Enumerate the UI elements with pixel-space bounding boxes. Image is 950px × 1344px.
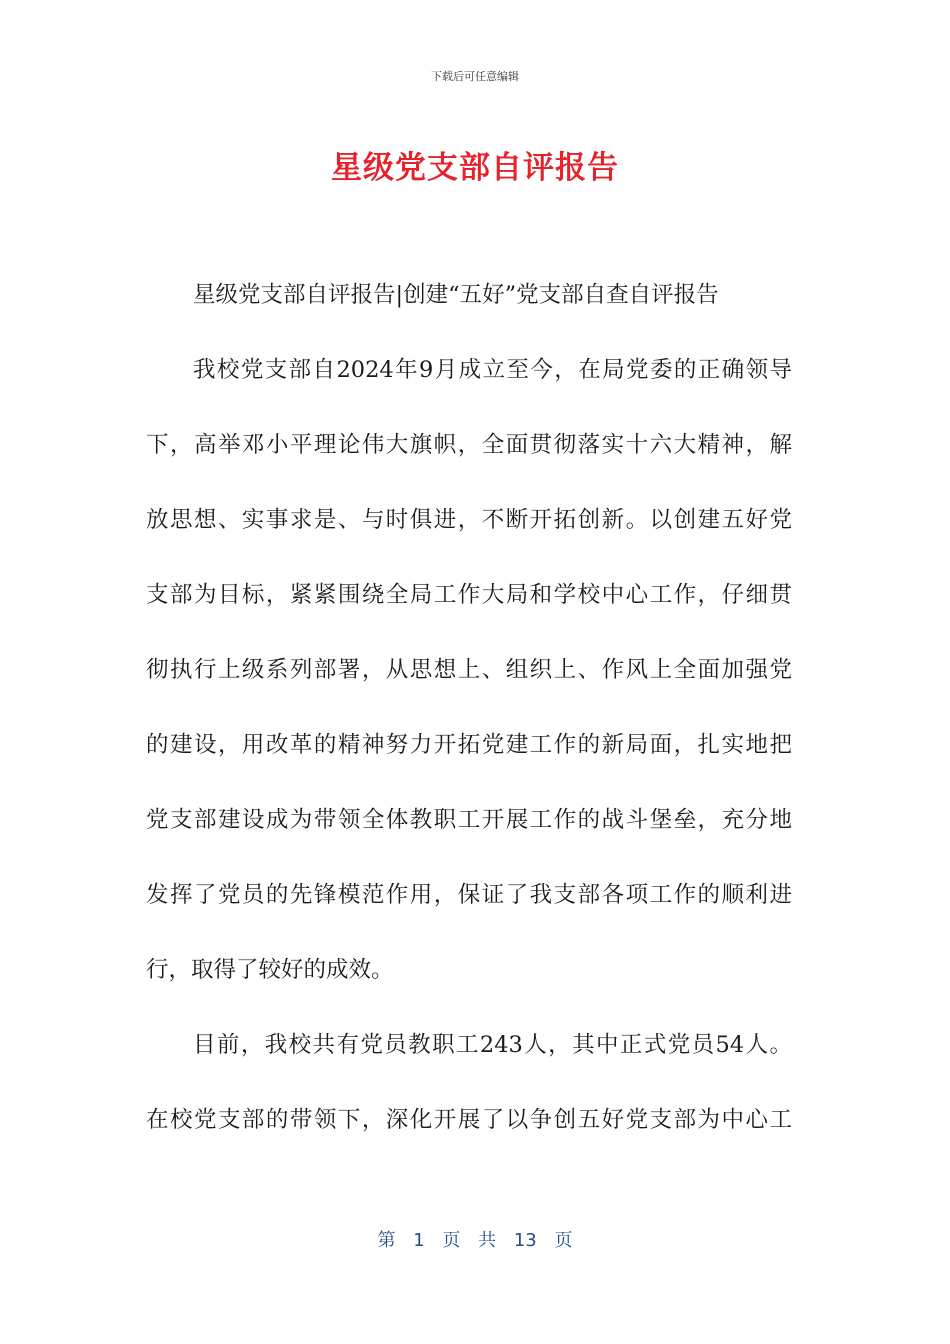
paragraph-line: 放思想、实事求是、与时俱进，不断开拓创新。以创建五好党 <box>146 507 792 533</box>
paragraph-line: 下，高举邓小平理论伟大旗帜，全面贯彻落实十六大精神，解 <box>146 432 792 458</box>
paragraph-line: 行，取得了较好的成效。 <box>146 957 394 983</box>
paragraph-line: 星级党支部自评报告|创建“五好”党支部自查自评报告 <box>193 282 719 308</box>
document-title: 星级党支部自评报告 <box>331 150 619 186</box>
paragraph-line: 的建设，用改革的精神努力开拓党建工作的新局面，扎实地把 <box>146 732 792 758</box>
paragraph-line: 我校党支部自2024年9月成立至今，在局党委的正确领导 <box>193 357 792 383</box>
paragraph-line: 目前，我校共有党员教职工243人，其中正式党员54人。 <box>193 1032 792 1058</box>
paragraph-line: 党支部建设成为带领全体教职工开展工作的战斗堡垒，充分地 <box>146 807 792 833</box>
paragraph-line: 彻执行上级系列部署，从思想上、组织上、作风上全面加强党 <box>146 657 792 683</box>
header-note: 下载后可任意编辑 <box>431 70 519 83</box>
document-body <box>146 270 792 1170</box>
paragraph-line: 发挥了党员的先锋模范作用，保证了我支部各项工作的顺利进 <box>146 882 792 908</box>
paragraph-line: 在校党支部的带领下，深化开展了以争创五好党支部为中心工 <box>146 1107 792 1133</box>
page-number-footer: 第 1 页 共 13 页 <box>377 1230 573 1251</box>
paragraph-line: 支部为目标，紧紧围绕全局工作大局和学校中心工作，仔细贯 <box>146 582 792 608</box>
